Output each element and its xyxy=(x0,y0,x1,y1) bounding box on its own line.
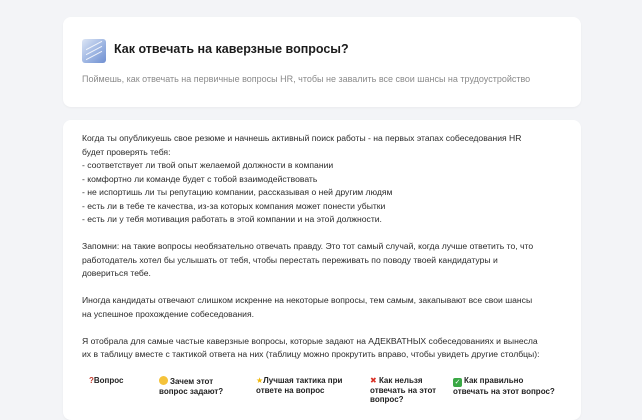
column-label: вопрос? xyxy=(370,395,404,404)
column-label: вопрос задают? xyxy=(159,386,224,396)
text-line: Иногда кандидаты отвечают слишком искренне на некоторые вопросы, тем самым, закапывают все свои шансы xyxy=(82,295,533,305)
header-card xyxy=(63,17,581,107)
column-label: ответе на вопрос xyxy=(256,385,325,395)
list-item: - не испортишь ли ты репутацию компании, рассказывая о ней другим людям xyxy=(82,187,393,197)
remember-paragraph xyxy=(82,240,568,281)
list-item: - комфортно ли команде будет с тобой взаимодействовать xyxy=(82,173,318,184)
page-subtitle: Поймешь, как отвечать на первичные вопросы HR, чтобы не завалить все свои шансы на трудоустройство xyxy=(82,74,531,84)
text-line: довериться тебе. xyxy=(82,268,151,278)
intro-paragraph xyxy=(82,132,568,227)
column-label: Вопрос xyxy=(93,376,124,385)
list-item: - есть ли в тебе те качества, из-за которых компания может понести убытки xyxy=(82,200,386,211)
text-line: на успешное прохождение собеседования. xyxy=(82,308,254,319)
thinking-face-icon xyxy=(159,376,168,385)
sincere-paragraph xyxy=(82,294,568,321)
column-header-question xyxy=(89,376,124,386)
text-line: Я отобрала для самые частые каверзные вопросы, которые задают на АДЕКВАТНЫХ собеседованиях и вынесла xyxy=(82,335,538,346)
check-mark-icon: ✓ xyxy=(454,379,461,386)
column-header-wrong xyxy=(370,376,436,405)
column-header-right xyxy=(453,376,555,397)
page-title: Как отвечать на каверзные вопросы? xyxy=(114,42,349,56)
text-line: работодатель хотел бы услышать от тебя, чтобы перестать переживать по поводу твоей кандидатуры и xyxy=(82,254,498,265)
question-mark-icon: ? xyxy=(89,376,94,385)
column-label: Как правильно xyxy=(464,376,524,385)
text-line: будет проверять тебя: xyxy=(82,146,171,157)
document-icon xyxy=(82,39,106,63)
column-header-why xyxy=(159,376,223,396)
text-line: их в таблицу вместе с тактикой ответа на них (таблицу можно прокрутить вправо, чтобы увидеть другие столбцы): xyxy=(82,349,540,359)
column-label: отвечать на этот вопрос? xyxy=(453,387,555,396)
column-label: Зачем этот xyxy=(170,377,214,386)
list-item: - есть ли у тебя мотивация работать в этой компании и на этой должности. xyxy=(82,214,382,224)
article-body xyxy=(82,132,568,375)
column-label: Как нельзя xyxy=(378,376,423,385)
table-intro-paragraph xyxy=(82,335,568,362)
column-label: отвечать на этот xyxy=(370,385,437,395)
text-line: Когда ты опубликуешь свое резюме и начнешь активный поиск работы - на первых этапах собеседования HR xyxy=(82,133,522,143)
text-line: Запомни: на такие вопросы необязательно отвечать правду. Это тот самый случай, когда лучше ответить то, что xyxy=(82,241,534,251)
table-header-row[interactable] xyxy=(89,376,569,416)
content-card xyxy=(63,120,581,420)
column-header-tactic xyxy=(256,376,342,395)
star-icon: ★ xyxy=(256,376,264,385)
cross-mark-icon: ✖ xyxy=(370,376,377,385)
list-item: - соответствует ли твой опыт желаемой должности в компании xyxy=(82,160,334,170)
column-label: Лучшая тактика при xyxy=(263,376,343,385)
